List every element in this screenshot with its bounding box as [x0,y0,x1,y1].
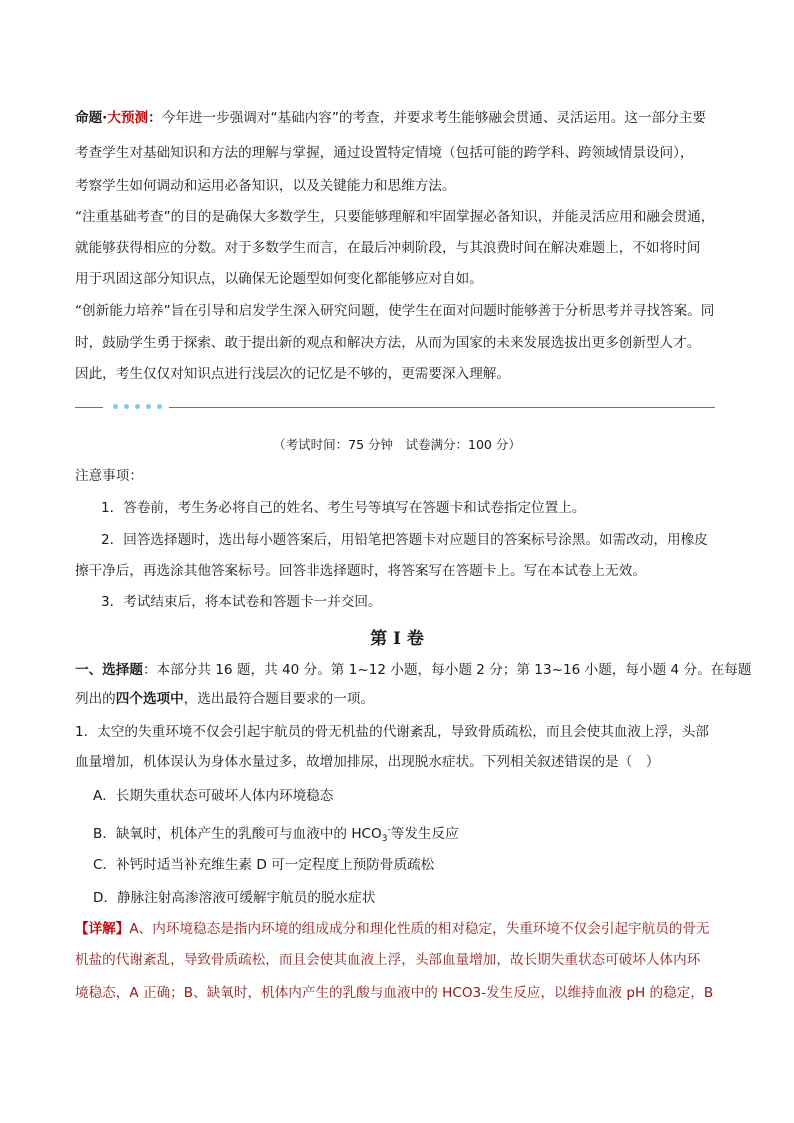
divider-line-left [75,407,103,408]
section-title: 第 I 卷 [370,629,424,649]
option-b-text-end: 等发生反应 [390,826,459,842]
divider-line-right [169,407,715,408]
part1-emphasis: 四个选项中 [115,691,184,707]
intro-line-3: 考察学生如何调动和运用必备知识，以及关键能力和思维方法。 [75,178,456,194]
intro-line-5: 就能够获得相应的分数。对于多数学生而言，在最后冲刺阶段，与其浪费时间在解决难题上，不如将时间 [75,240,701,256]
detail-line-3: 境稳态，A 正确；B、缺氧时，机体内产生的乳酸与血液中的 HCO3-发生反应，以维持血液 pH 的稳定，B [75,985,714,1001]
divider-dot [146,404,151,409]
notes-item-1: 1．答卷前，考生务必将自己的姓名、考生号等填写在答题卡和试卷指定位置上。 [101,500,586,516]
option-b-subscript: 3 [381,834,388,844]
detail-label: 【详解】 [75,921,130,937]
notes-item-3: 3．考试结束后，将本试卷和答题卡一并交回。 [101,594,382,610]
intro-line-9: 因此，考生仅仅对知识点进行浅层次的记忆是不够的，更需要深入理解。 [75,366,510,382]
option-c: C．补钙时适当补充维生素 D 可一定程度上预防骨质疏松 [93,857,435,873]
exam-info: （考试时间：75 分钟 试卷满分：100 分） [273,437,521,452]
option-b [93,820,743,849]
part1-label: 一、选择题 [75,662,143,678]
intro-line-1 [75,108,725,128]
detail-line-1 [75,919,725,939]
notes-item-2-line-2: 擦干净后，再选涂其他答案标号。回答非选择题时，将答案写在答题卡上。写在本试卷上无效。 [75,563,646,579]
notes-item-2-line-1: 2．回答选择题时，选出每小题答案后，用铅笔把答题卡对应题目的答案标号涂黑。如需改动，用橡皮 [101,532,708,548]
section-divider [75,398,715,418]
intro-line-8: 时，鼓励学生勇于探索、敢于提出新的观点和解决方法，从而为国家的未来发展选拔出更多创新型人才。 [75,335,701,351]
divider-dot [157,404,162,409]
intro-label-highlight: 大预测 [107,110,149,126]
option-d: D．静脉注射高渗溶液可缓解宇航员的脱水症状 [93,890,376,906]
intro-label-colon: ： [148,110,162,126]
part1-text-2c: ，选出最符合题目要求的一项。 [183,691,375,707]
part1-line-2 [75,689,725,709]
question-1-line-2: 血量增加，机体误认为身体水量过多，故增加排尿，出现脱水症状。下列相关叙述错误的是（ ） [75,754,660,770]
detail-line-2: 机盐的代谢紊乱，导致骨质疏松，而且会使其血液上浮，头部血量增加，故长期失重状态可破坏人体内环 [75,952,701,968]
intro-label-prefix: 命题· [75,110,108,126]
notes-title: 注意事项： [75,468,143,484]
intro-line-4: “注重基础考查”的目的是确保大多数学生，只要能够理解和牢固掌握必备知识，并能灵活应用和融会贯通， [75,209,715,225]
question-1-line-1: 1．太空的失重环境不仅会引起宇航员的骨无机盐的代谢紊乱，导致骨质疏松，而且会使其血液上浮，头部 [75,724,709,740]
option-a: A．长期失重状态可破坏人体内环境稳态 [93,788,334,804]
part1-text-2a: 列出的 [75,691,116,707]
divider-dot [113,404,118,409]
intro-line-7: “创新能力培养”旨在引导和启发学生深入研究问题，使学生在面对问题时能够善于分析思考并寻找答案。同 [75,303,715,319]
intro-line-2: 考查学生对基础知识和方法的理解与掌握，通过设置特定情境（包括可能的跨学科、跨领域情景设问）， [75,145,694,161]
part1-text-1: ：本部分共 16 题，共 40 分。第 1~12 小题，每小题 2 分；第 13~16 小题，每小题 4 分。在每题 [142,662,752,678]
intro-text-1: 今年进一步强调对“基础内容”的考查，并要求考生能够融会贯通、灵活运用。这一部分主要 [161,110,706,126]
detail-text-1: A、内环境稳态是指内环境的组成成分和理化性质的相对稳定，失重环境不仅会引起宇航员的骨无 [129,921,710,937]
intro-line-6: 用于巩固这部分知识点，以确保无论题型如何变化都能够应对自如。 [75,271,483,287]
divider-dot [124,404,129,409]
option-b-text: B．缺氧时，机体产生的乳酸可与血液中的 HCO [93,826,382,842]
option-b-superscript: - [387,825,391,835]
part1-line-1 [75,660,752,680]
divider-dot [135,404,140,409]
